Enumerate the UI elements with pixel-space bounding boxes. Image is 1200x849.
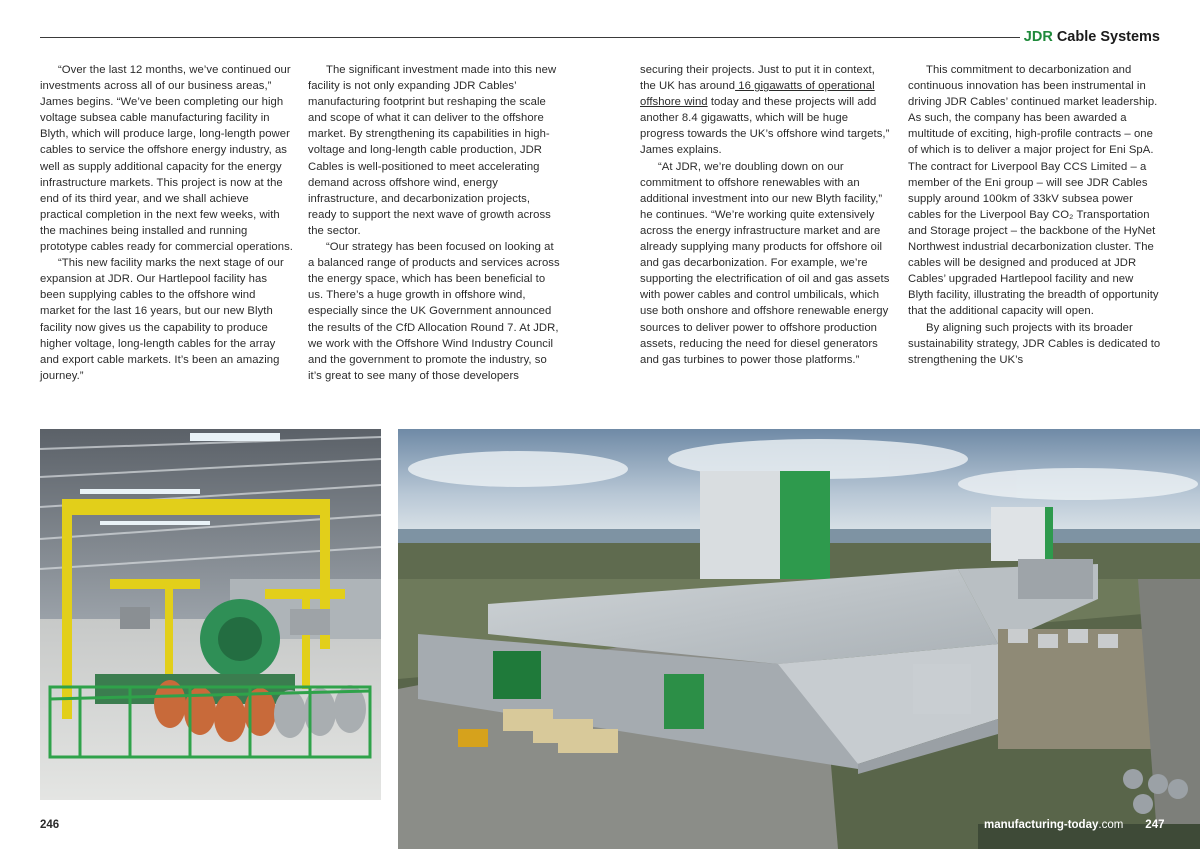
brand-accent: JDR: [1023, 29, 1053, 45]
paragraph: “Our strategy has been focused on looking at a balanced range of products and services across the energy space, which has been beneficial to us. There’s a huge growth in offshore wind, especially since the UK Government announced the results of the CfD Allocation Round 7. At JDR, we work with the Offshore Wind Industry Council and the government to promote the industry, so it’s great to see many of those developers: [308, 241, 560, 382]
paragraph-text: securing their projects. Just to put it in context, the UK has around: [640, 64, 875, 93]
footer-right: [984, 819, 1164, 831]
paragraph-text: today and these projects will add another 8.4 gigawatts, which will be huge progress towards the UK’s offshore wind targets,” James explains.: [640, 96, 890, 157]
text-column-1: [40, 62, 293, 384]
gigawatts-link[interactable]: 16 gigawatts of operational offshore wind: [640, 80, 875, 109]
site-name: manufacturing-today: [984, 819, 1099, 831]
paragraph: “Over the last 12 months, we’ve continued our investments across all of our business areas,” James begins. “We’ve been completing our high voltage subsea cable manufacturing facility in Blyth, which will produce large, long-length power cables to service the offshore energy industry, as well as supply additional capacity for the energy infrastructure markets. This project is now at the end of its third year, and we shall achieve practical completion in the next few weeks, with the machines being installed and running prototype cables ready for commercial operations.: [40, 64, 293, 254]
paragraph: “This new facility marks the next stage of our expansion at JDR. Our Hartlepool facility has been supplying cables to the offshore wind market for the last 16 years, but our new Blyth facility now gives us the capability to produce higher voltage, long-length cables for the array and export cable markets. It’s been an amazing journey.”: [40, 257, 284, 382]
text-column-3: [640, 62, 893, 368]
blyth-facility-aerial-photo: [398, 429, 1200, 849]
paragraph: This commitment to decarbonization and continuous innovation has been instrumental in driving JDR Cables’ continued market leadership. As such, the company has been awarded a multitude of exciting, high-profile contracts – one of which is to deliver a major project for Eni SpA. The contract for Liverpool Bay CCS Limited – a member of the Eni group – will see JDR Cables supply around 100km of 33kV subsea power cables for the Liverpool Bay CO₂ Transportation and Storage project – the backbone of the HyNet Northwest industrial decarbonization cluster. The cables will be designed and produced at JDR Cables’ upgraded Hartlepool facility and new Blyth facility, illustrating the breadth of opportunity that the additional capacity will open.: [908, 64, 1159, 318]
brand-logo: [1024, 29, 1160, 45]
paragraph: “At JDR, we’re doubling down on our commitment to offshore renewables with an additional investment into our new Blyth facility,” he continues. “We’re working quite extensively across the energy infrastructure market and are already supplying many products for offshore oil and gas decarbonization. For example, we’re supporting the electrification of oil and gas assets with power cables and control umbilicals, which use both onshore and offshore renewable energy sources to deliver power to offshore production assets, reducing the need for diesel generators and gas turbines to power those platforms.”: [640, 160, 890, 366]
page-number-right: 247: [1145, 819, 1165, 831]
paragraph: By aligning such projects with its broader sustainability strategy, JDR Cables is dedicated to strengthening the UK’s: [908, 321, 1161, 366]
page-number-left: 246: [40, 819, 60, 831]
text-column-4: [908, 62, 1161, 368]
text-column-2: [308, 62, 561, 384]
site-tld: .com: [1098, 819, 1124, 831]
paragraph: [640, 62, 893, 159]
factory-interior-photo: [40, 429, 381, 800]
paragraph: The significant investment made into this new facility is not only expanding JDR Cables’ manufacturing footprint but reshaping the scale and scope of what it can deliver to the offshore market. By strengthening its capabilities in high-voltage and long-length cable production, JDR Cables is well-positioned to meet accelerating demand across offshore wind, energy infrastructure, and decarbonization projects, ready to support the next wave of growth across the sector.: [308, 64, 557, 237]
brand-name: Cable Systems: [1052, 29, 1160, 45]
header-rule: [40, 37, 1020, 38]
